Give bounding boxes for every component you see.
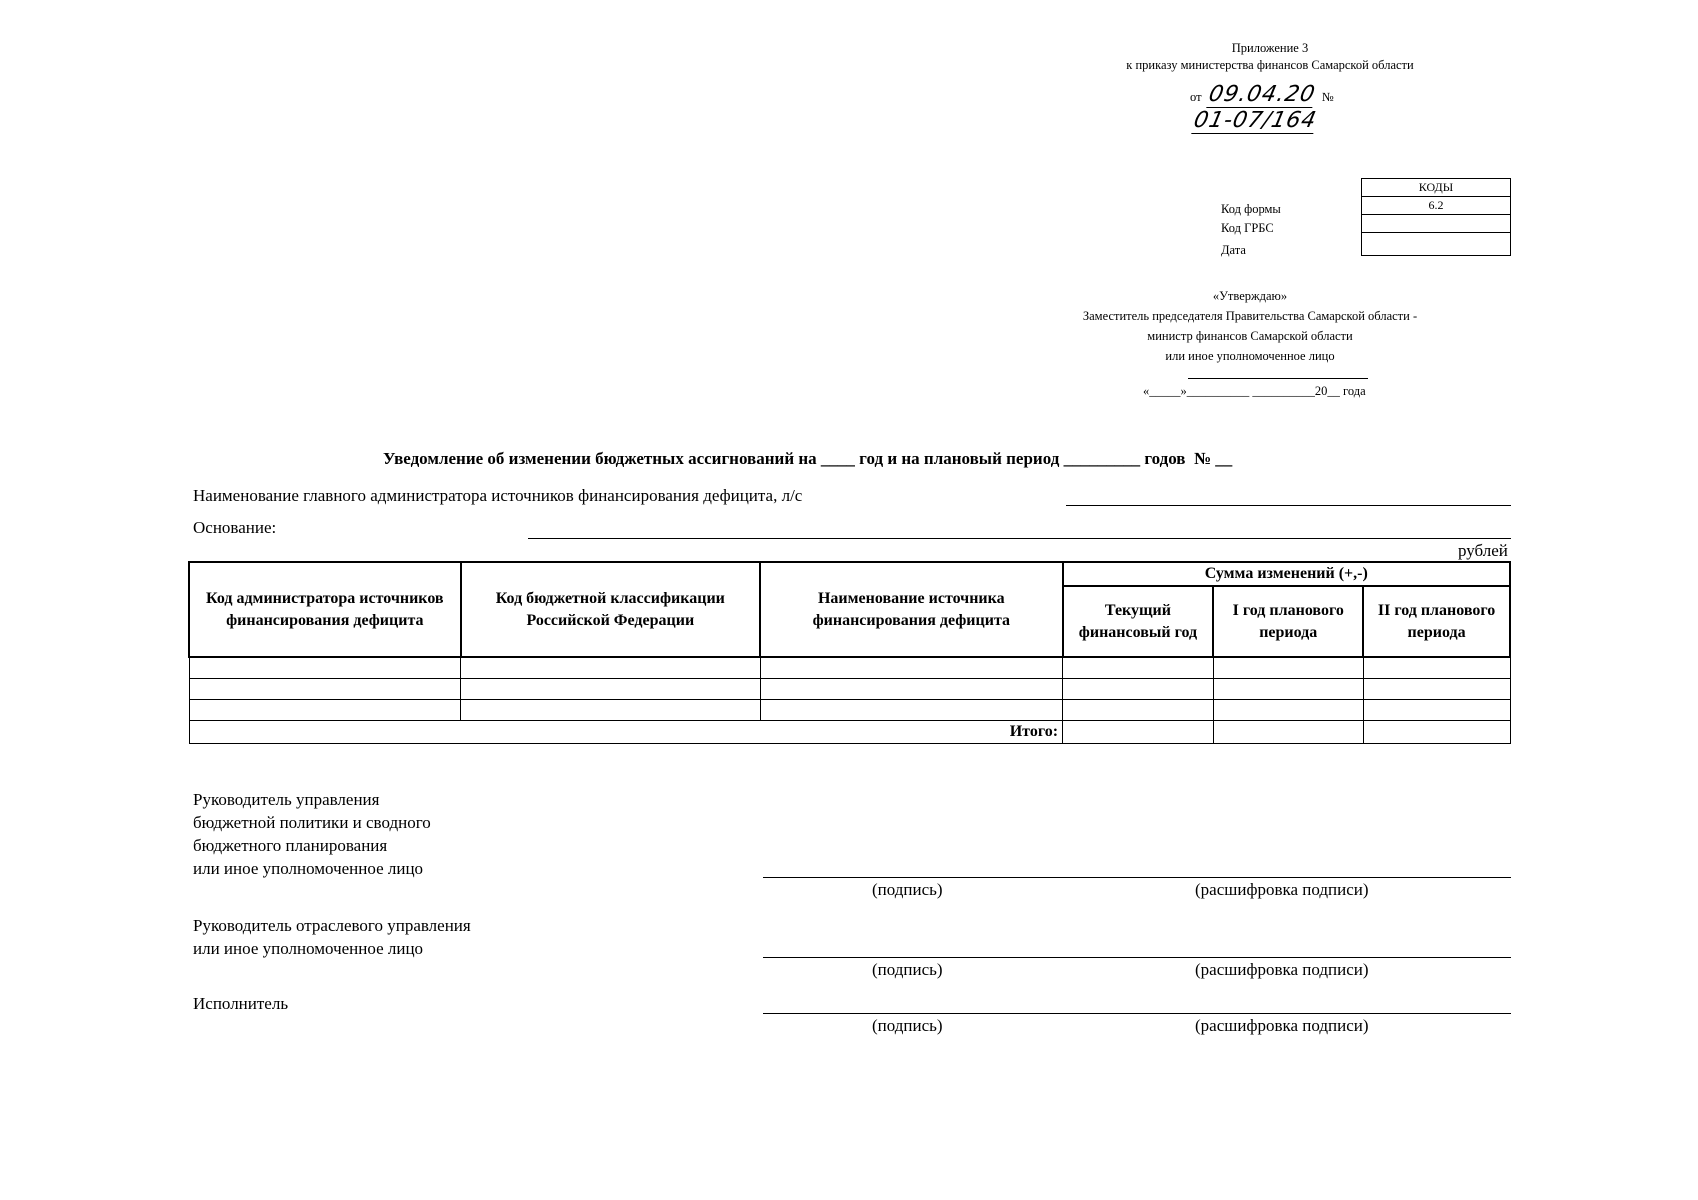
signatory-2-sign-caption: (подпись) — [872, 960, 943, 979]
signatory-1-line-2: бюджетной политики и сводного — [193, 813, 431, 832]
table-row — [189, 657, 1510, 679]
table-cell[interactable] — [1363, 700, 1510, 721]
table-cell[interactable] — [189, 679, 461, 700]
table-cell[interactable] — [1363, 679, 1510, 700]
col-plan-year-1-header: I год планового периода — [1213, 586, 1363, 657]
table-cell[interactable] — [1213, 679, 1363, 700]
signatory-1-line-1: Руководитель управления — [193, 790, 380, 809]
total-plan-year-1[interactable] — [1213, 721, 1363, 744]
col-admin-code-header: Код администратора источников финансирования дефицита — [189, 562, 461, 657]
table-cell[interactable] — [461, 700, 760, 721]
order-date-number — [1190, 82, 1450, 134]
table-cell[interactable] — [189, 700, 461, 721]
code-form-value[interactable]: 6.2 — [1362, 197, 1511, 215]
total-label: Итого: — [189, 721, 1063, 744]
code-label-grbs: Код ГРБС — [1221, 221, 1274, 235]
page-title: Уведомление об изменении бюджетных ассигнований на ____ год и на плановый период _________ годов № __ — [383, 449, 1233, 468]
approval-line-1: Заместитель председателя Правительства Самарской области - — [1082, 309, 1418, 323]
table-cell[interactable] — [189, 657, 461, 679]
code-grbs-value[interactable] — [1362, 215, 1511, 233]
basis-label: Основание: — [193, 518, 277, 537]
table-cell[interactable] — [1063, 679, 1214, 700]
handwritten-date: 09.04.20 — [1206, 82, 1318, 107]
admin-name-field[interactable] — [1066, 505, 1511, 506]
table-cell[interactable] — [760, 657, 1062, 679]
signatory-1-sign-line[interactable] — [763, 877, 1511, 878]
table-row — [189, 679, 1510, 700]
amount-changes-header: Сумма изменений (+,-) — [1063, 562, 1510, 586]
signatory-2-line-2: или иное уполномоченное лицо — [193, 939, 424, 958]
table-cell[interactable] — [760, 700, 1062, 721]
signatory-1-title — [193, 788, 431, 880]
basis-field[interactable] — [528, 538, 1511, 539]
col-source-name-header: Наименование источника финансирования дефицита — [760, 562, 1062, 657]
appendix-header — [1060, 40, 1480, 74]
table-cell[interactable] — [1213, 700, 1363, 721]
col-budget-code-header: Код бюджетной классификации Российской Федерации — [461, 562, 760, 657]
units-label: рублей — [1458, 541, 1508, 560]
approval-line-3: или иное уполномоченное лицо — [1165, 349, 1335, 363]
approval-line-2: министр финансов Самарской области — [1147, 329, 1353, 343]
allocations-table — [188, 561, 1511, 744]
table-cell[interactable] — [1213, 657, 1363, 679]
signatory-1-line-3: бюджетного планирования — [193, 836, 388, 855]
handwritten-number: 01-07/164 — [1191, 108, 1320, 133]
table-cell[interactable] — [760, 679, 1062, 700]
table-row — [189, 700, 1510, 721]
approval-quote: «Утверждаю» — [1212, 289, 1288, 303]
total-row — [189, 721, 1510, 744]
admin-name-label: Наименование главного администратора источников финансирования дефицита, л/с — [193, 486, 803, 505]
col-plan-year-2-header: II год планового периода — [1363, 586, 1510, 657]
table-cell[interactable] — [461, 657, 760, 679]
signatory-1-decode-caption: (расшифровка подписи) — [1195, 880, 1369, 899]
table-cell[interactable] — [461, 679, 760, 700]
total-plan-year-2[interactable] — [1363, 721, 1510, 744]
total-current-year[interactable] — [1063, 721, 1214, 744]
signatory-2-sign-line[interactable] — [763, 957, 1511, 958]
approval-date-line[interactable]: «_____»__________ __________20__ года — [1143, 384, 1366, 398]
executor-label: Исполнитель — [193, 994, 289, 1013]
number-prefix: № — [1321, 90, 1334, 104]
table-cell[interactable] — [1063, 700, 1214, 721]
code-label-form: Код формы — [1221, 202, 1281, 216]
codes-title: КОДЫ — [1362, 179, 1511, 197]
signatory-2-decode-caption: (расшифровка подписи) — [1195, 960, 1369, 979]
code-label-date: Дата — [1221, 243, 1246, 257]
signatory-1-sign-caption: (подпись) — [872, 880, 943, 899]
table-cell[interactable] — [1363, 657, 1510, 679]
table-cell[interactable] — [1063, 657, 1214, 679]
approval-block — [1050, 286, 1450, 366]
signatory-2-title — [193, 914, 471, 960]
col-current-year-header: Текущий финансовый год — [1063, 586, 1214, 657]
appendix-line-2: к приказу министерства финансов Самарской области — [1126, 58, 1414, 72]
codes-table — [1361, 178, 1511, 256]
executor-decode-caption: (расшифровка подписи) — [1195, 1016, 1369, 1035]
executor-sign-caption: (подпись) — [872, 1016, 943, 1035]
approval-signature-line[interactable] — [1188, 378, 1368, 379]
executor-sign-line[interactable] — [763, 1013, 1511, 1014]
signatory-1-line-4: или иное уполномоченное лицо — [193, 859, 424, 878]
from-prefix: от — [1190, 90, 1202, 104]
code-date-value[interactable] — [1362, 233, 1511, 256]
signatory-2-line-1: Руководитель отраслевого управления — [193, 916, 471, 935]
appendix-line-1: Приложение 3 — [1231, 41, 1309, 55]
